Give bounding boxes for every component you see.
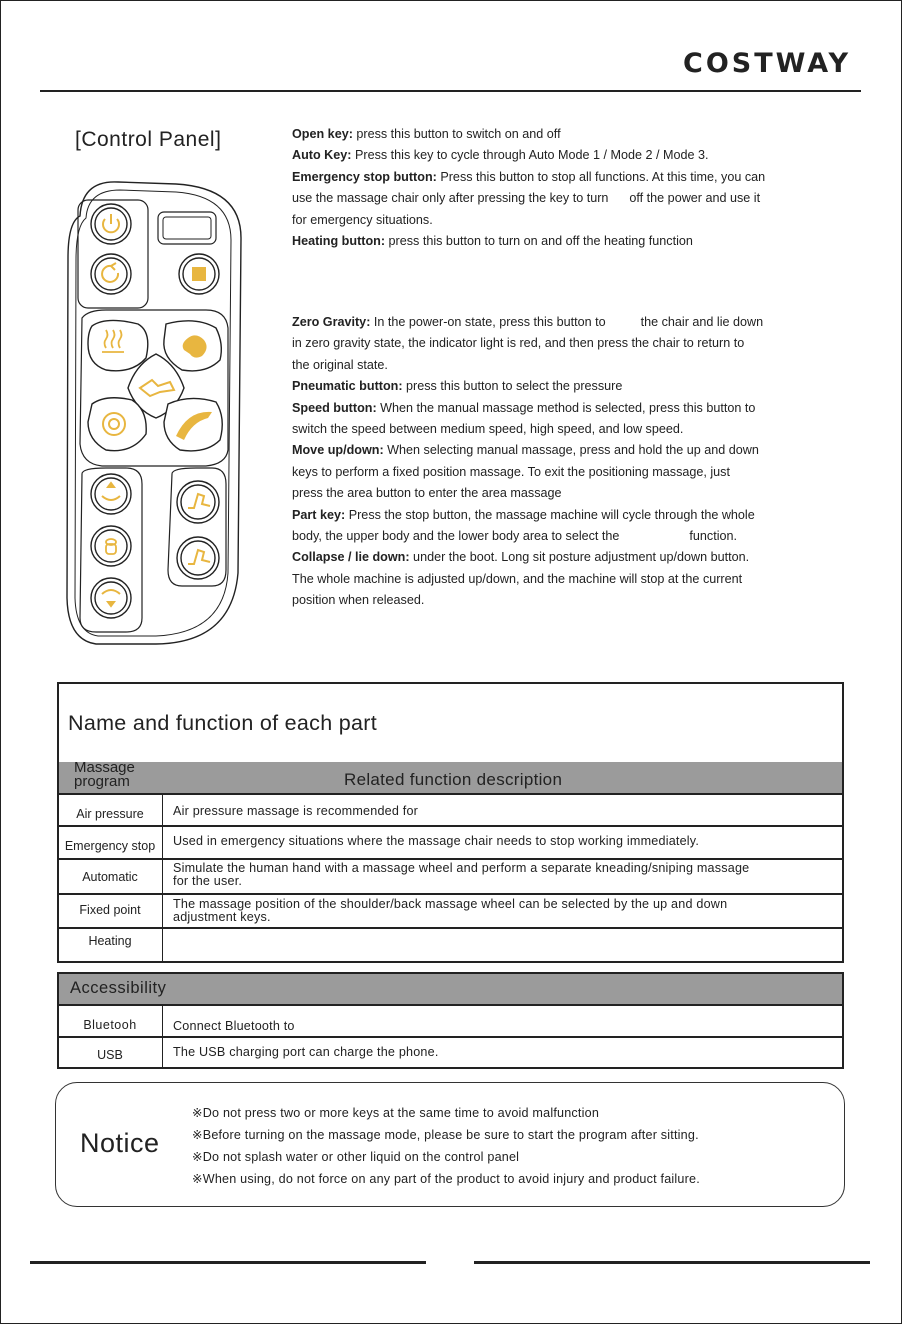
instruction-line: Pneumatic button: press this button to select the pressure xyxy=(292,379,623,394)
table-row-name: Emergency stop xyxy=(64,839,156,853)
table-divider xyxy=(57,858,844,860)
speed-button[interactable] xyxy=(164,398,222,450)
instructions-block-2 xyxy=(292,312,832,612)
accessibility-title: Accessibility xyxy=(70,979,167,997)
instruction-line: body, the upper body and the lower body area to select the function. xyxy=(292,529,738,544)
instruction-line: Heating button: press this button to turn on and off the heating function xyxy=(292,234,693,249)
instruction-line: for emergency situations. xyxy=(292,212,433,227)
instruction-line: position when released. xyxy=(292,593,425,608)
instruction-line: switch the speed between medium speed, high speed, and low speed. xyxy=(292,422,684,437)
instruction-line: Open key: press this button to switch on and off xyxy=(292,127,561,141)
accessibility-row-name: Bluetooh xyxy=(83,1018,137,1032)
instruction-line: in zero gravity state, the indicator light is red, and then press the chair to return to xyxy=(292,336,745,351)
accessibility-divider xyxy=(57,1004,844,1006)
instruction-line: Speed button: When the manual massage method is selected, press this button to xyxy=(292,400,756,415)
instruction-line: press the area button to enter the area massage xyxy=(292,486,562,501)
instruction-line: The whole machine is adjusted up/down, and the machine will stop at the current xyxy=(292,571,743,586)
table-divider xyxy=(57,793,844,795)
pneumatic-button[interactable] xyxy=(88,398,146,451)
table-divider xyxy=(57,927,844,929)
instruction-line: Part key: Press the stop button, the massage machine will cycle through the whole xyxy=(292,507,755,522)
control-panel-title: [Control Panel] xyxy=(75,128,222,151)
notice-title: Notice xyxy=(80,1128,160,1158)
brand-logo: COSTWAY xyxy=(683,48,852,79)
notice-item: ※Before turning on the massage mode, please be sure to start the program after sitting. xyxy=(192,1128,699,1142)
recline-up-button[interactable] xyxy=(177,481,219,523)
move-down-button[interactable] xyxy=(91,578,131,618)
notice-item: ※Do not press two or more keys at the same time to avoid malfunction xyxy=(192,1106,600,1120)
instruction-line: Collapse / lie down: under the boot. Long sit posture adjustment up/down button. xyxy=(292,550,750,565)
heating-button[interactable] xyxy=(88,320,148,370)
instruction-line: Auto Key: Press this key to cycle through Auto Mode 1 / Mode 2 / Mode 3. xyxy=(292,148,709,163)
power-button[interactable] xyxy=(91,204,131,244)
instruction-line: Emergency stop button: Press this button to stop all functions. At this time, you can xyxy=(292,169,766,184)
hand-massage-button[interactable] xyxy=(164,321,222,371)
table-row-name: Fixed point xyxy=(79,903,141,917)
remote-control xyxy=(66,178,246,648)
accessibility-row-desc: Connect Bluetooth to xyxy=(173,1019,295,1033)
accessibility-column-divider xyxy=(162,1005,163,1068)
accessibility-header-bar xyxy=(59,974,842,1005)
instruction-line: Zero Gravity: In the power-on state, press this button to the chair and lie down xyxy=(292,315,764,329)
move-up-button[interactable] xyxy=(91,474,131,514)
display-screen-inner xyxy=(163,217,211,239)
recline-down-button[interactable] xyxy=(177,537,219,579)
instruction-line: keys to perform a fixed position massage. To exit the positioning massage, just xyxy=(292,464,730,479)
auto-mode-button[interactable] xyxy=(91,254,131,294)
table-column-divider xyxy=(162,794,163,962)
footer-rule-right xyxy=(474,1261,870,1264)
instruction-line: Move up/down: When selecting manual massage, press and hold the up and down xyxy=(292,443,759,458)
footer-rule-left xyxy=(30,1261,426,1264)
table-title: Name and function of each part xyxy=(68,711,377,735)
accessibility-divider xyxy=(57,1036,844,1038)
table-row-name: Heating xyxy=(88,934,132,948)
table-row-desc: The massage position of the shoulder/back massage wheel can be selected by the up and down adjustment keys. xyxy=(173,897,728,924)
table-header-col2: Related function description xyxy=(344,770,563,789)
stop-icon xyxy=(192,267,206,281)
table-row-name: Air pressure xyxy=(76,807,144,821)
instruction-line: the original state. xyxy=(292,357,388,372)
table-row-desc: Simulate the human hand with a massage wheel and perform a separate kneading/sniping massage for the user. xyxy=(173,861,750,888)
table-divider xyxy=(57,825,844,827)
notice-item: ※When using, do not force on any part of the product to avoid injury and product failure. xyxy=(192,1172,700,1186)
notice-item: ※Do not splash water or other liquid on the control panel xyxy=(192,1150,520,1164)
notice-list xyxy=(192,1102,700,1190)
table-row-desc: Air pressure massage is recommended for xyxy=(173,804,419,818)
emergency-stop-button[interactable] xyxy=(179,254,219,294)
header-rule xyxy=(40,90,861,92)
instruction-line: use the massage chair only after pressing the key to turn off the power and use it xyxy=(292,191,761,206)
instructions-block-1 xyxy=(292,124,832,252)
accessibility-row-name: USB xyxy=(97,1048,123,1062)
table-divider xyxy=(57,893,844,895)
table-header-col1: Massage program xyxy=(74,759,135,790)
table-row-name: Automatic xyxy=(82,870,138,884)
accessibility-row-desc: The USB charging port can charge the phone. xyxy=(173,1045,439,1059)
body-part-button[interactable] xyxy=(91,526,131,566)
table-row-desc: Used in emergency situations where the massage chair needs to stop working immediately. xyxy=(173,834,700,848)
